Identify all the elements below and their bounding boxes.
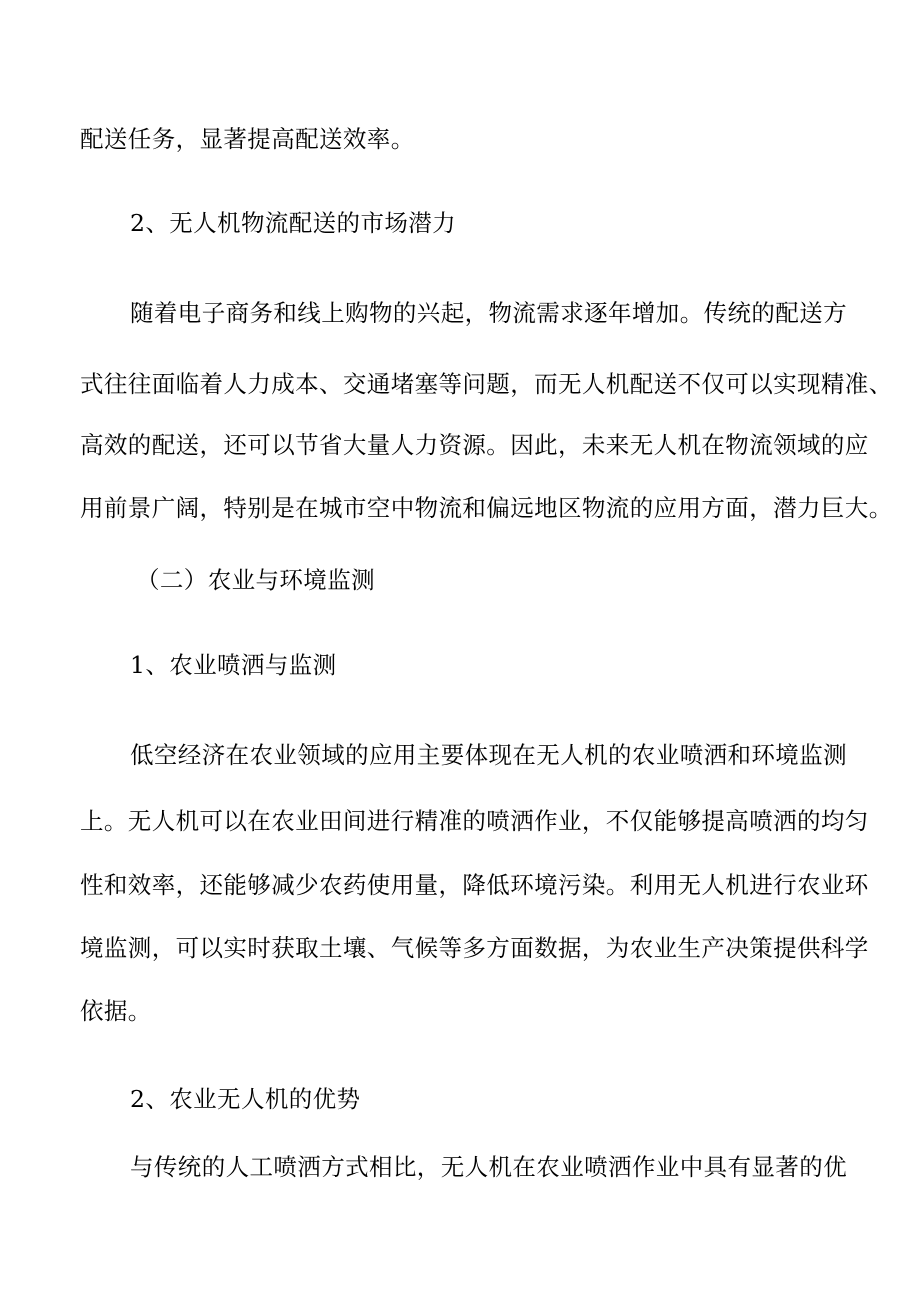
paragraph-line: 上。无人机可以在农业田间进行精准的喷洒作业，不仅能够提高喷洒的均匀	[80, 807, 869, 835]
subsection-heading-drone-advantages: 2、农业无人机的优势	[130, 1085, 361, 1113]
paragraph-line: 性和效率，还能够减少农药使用量，降低环境污染。利用无人机进行农业环	[80, 871, 869, 899]
paragraph-line: 低空经济在农业领域的应用主要体现在无人机的农业喷洒和环境监测	[130, 741, 847, 769]
paragraph-line: 与传统的人工喷洒方式相比，无人机在农业喷洒作业中具有显著的优	[130, 1153, 847, 1181]
paragraph-line: 依据。	[80, 997, 152, 1025]
paragraph-line: 用前景广阔，特别是在城市空中物流和偏远地区物流的应用方面，潜力巨大。	[80, 494, 893, 522]
paragraph-line: 高效的配送，还可以节省大量人力资源。因此，未来无人机在物流领域的应	[80, 431, 869, 459]
paragraph-continuation-line: 配送任务，显著提高配送效率。	[80, 125, 415, 153]
subsection-heading-spraying: 1、农业喷洒与监测	[130, 651, 337, 679]
section-heading-agriculture: （二）农业与环境监测	[136, 566, 375, 594]
subsection-heading-logistics-market: 2、无人机物流配送的市场潜力	[130, 209, 457, 237]
paragraph-line: 随着电子商务和线上购物的兴起，物流需求逐年增加。传统的配送方	[130, 299, 847, 327]
paragraph-line: 式往往面临着人力成本、交通堵塞等问题，而无人机配送不仅可以实现精准、	[80, 370, 893, 398]
paragraph-line: 境监测，可以实时获取土壤、气候等多方面数据，为农业生产决策提供科学	[80, 934, 869, 962]
